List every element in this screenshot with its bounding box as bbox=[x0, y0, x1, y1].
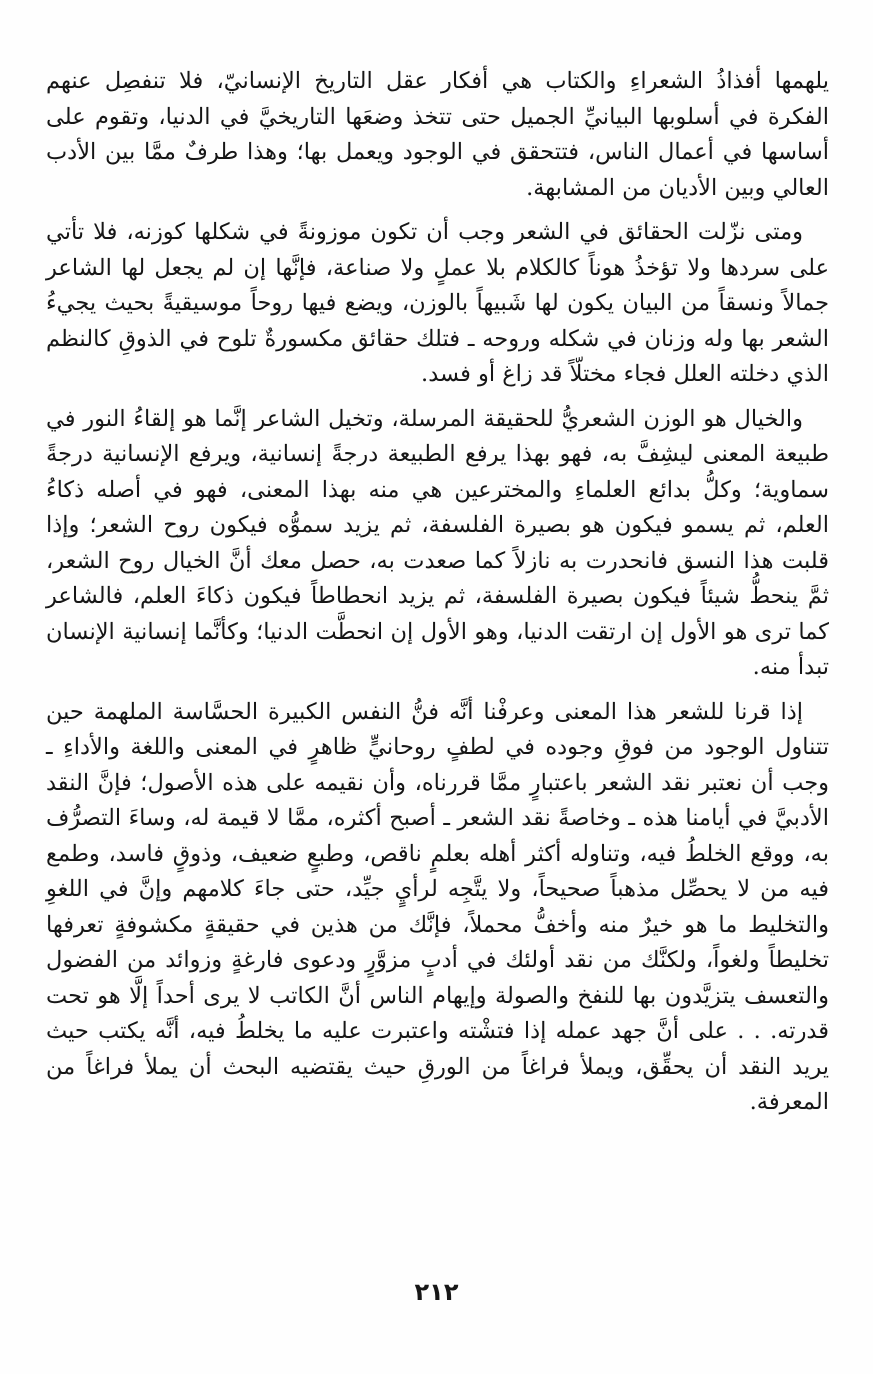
body-text bbox=[46, 64, 829, 1130]
page-number: ٢١٢ bbox=[414, 1278, 459, 1306]
paragraph-1: يلهمها أفذاذُ الشعراءِ والكتاب هي أفكار عقل التاريخ الإنسانيّ، فلا تنفصِل عنهم الفكرة في أسلوبها البيانيِّ الجميل حتى تتخذ وضعَها التاريخيَّ في الدنيا، وتقوم على أساسها في أعمال الناس، فتتحقق في الوجود ويعمل بها؛ وهذا طرفٌ ممَّا بين الأدب العالي وبين الأديان من المشابهة. bbox=[46, 68, 829, 201]
paragraph-2: ومتى نزّلت الحقائق في الشعر وجب أن تكون موزونةً في شكلها كوزنه، فلا تأتي على سردها ولا تؤخذُ هوناً كالكلام بلا عملٍ ولا صناعة، فإنَّها إن لم يجعل لها الشاعر جمالاً ونسقاً من البيان يكون لها شَبيهاً بالوزن، ويضع فيها روحاً موسيقيةً بحيث يجيءُ الشعر بها وله وزنان في شكله وروحه ـ فتلك حقائق مكسورةٌ تلوح في الذوقِ كالنظم الذي دخلته العلل فجاء مختلّاً قد زاغ أو فسد. bbox=[46, 219, 829, 387]
paragraph-4: إذا قرنا للشعر هذا المعنى وعرفْنا أنَّه فنُّ النفس الكبيرة الحسَّاسة الملهمة حين تتناول الوجود من فوقِ وجوده في لطفٍ روحانيٍّ ظاهرٍ في المعنى واللغة والأداءِ ـ وجب أن نعتبر نقد الشعر باعتبارٍ ممَّا قررناه، وأن نقيمه على هذه الأصول؛ فإنَّ النقد الأدبيَّ في أيامنا هذه ـ وخاصةً نقد الشعر ـ أصبح أكثره، ممَّا لا قيمة له، وساءَ التصرُّف به، ووقع الخلطُ فيه، وتناوله أكثر أهله بعلمٍ ناقص، وطبعٍ ضعيف، وذوقٍ فاسد، وطمع فيه من لا يحصِّل مذهباً صحيحاً، ولا يتَّجِه لرأيٍ جيِّد، حتى جاءَ كلامهم وإنَّ في اللغوِ والتخليط ما هو خيرٌ منه وأخفُّ محملاً، فإنَّك من هذين في حقيقةٍ مكشوفةٍ تعرفها تخليطاً ولغواً، ولكنَّك من نقد أولئك في أدبٍ مزوَّرٍ ودعوى فارغةٍ وزوائد من الفضول والتعسف يتزيَّدون بها للنفخ والصولة وإيهام الناس أنَّ الكاتب لا يرى أحداً إلَّا هو تحت قدرته. . . على أنَّ جهد عمله إذا فتشْته واعتبرت عليه ما يخلطُ فيه، أنَّه يكتب حيث يريد النقد أن يحقِّق، ويملأ فراغاً من الورقِ حيث يقتضيه البحث أن يملأ فراغاً من المعرفة. bbox=[46, 698, 829, 1115]
paragraph-3: والخيال هو الوزن الشعريُّ للحقيقة المرسلة، وتخيل الشاعر إنَّما هو إلقاءُ النور في طبيعة المعنى ليشِفَّ به، فهو بهذا يرفع الطبيعة درجةً إنسانية، ويرفع الإنسانية درجةً سماوية؛ وكلُّ بدائع العلماءِ والمخترعين هي منه بهذا المعنى، فهو في أصله ذكاءُ العلم، ثم يسمو فيكون هو بصيرة الفلسفة، ثم يزيد سموُّه فيكون روح الشعر؛ وإذا قلبت هذا النسق فانحدرت به نازلاً كما صعدت به، حصل معك أنَّ الخيال روح الشعر، ثمَّ ينحطُّ شيئاً فيكون بصيرة الفلسفة، ثم يزيد انحطاطاً فيكون ذكاءَ العلم، فالشاعر كما ترى هو الأول إن ارتقت الدنيا، وهو الأول إن انحطَّت الدنيا؛ وكأنَّما إنسانية الإنسان تبدأ منه. bbox=[46, 405, 829, 680]
